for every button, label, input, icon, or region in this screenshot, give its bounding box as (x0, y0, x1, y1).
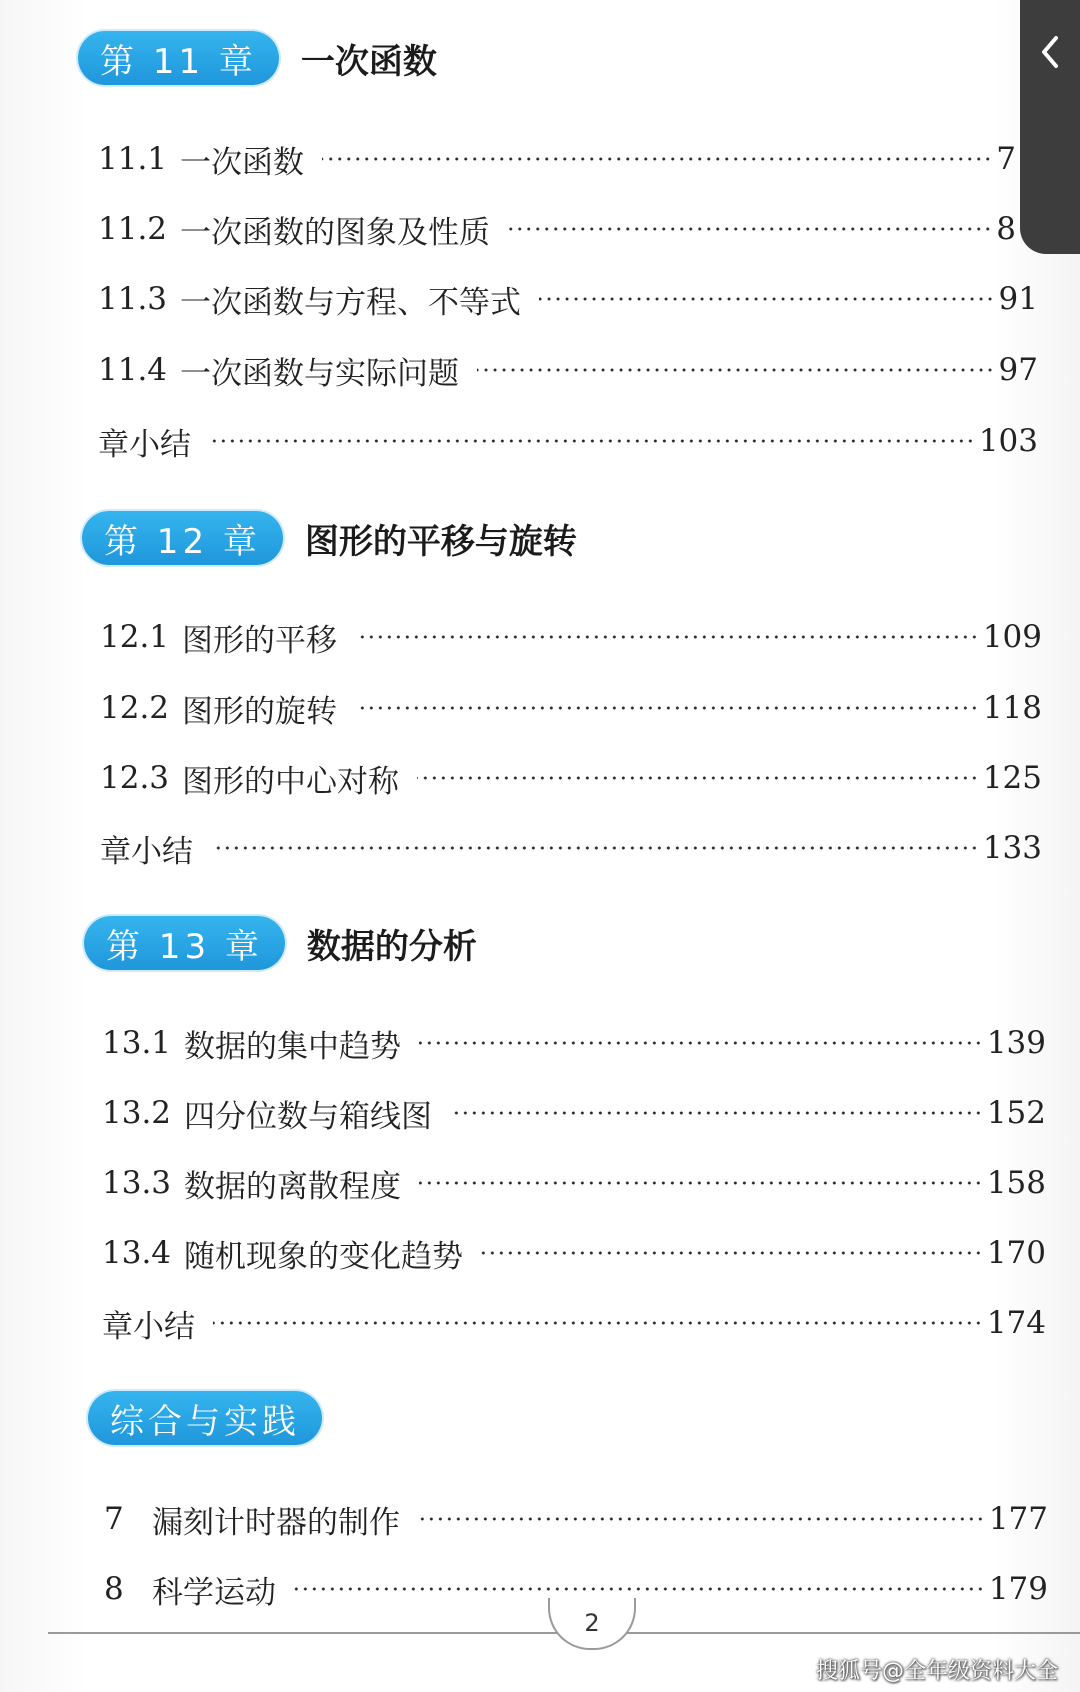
entry-number: 11.1 (98, 141, 168, 177)
entry-page: 139 (986, 1025, 1046, 1061)
chapter-badge: 第 13 章 (84, 916, 285, 970)
entry-number: 13.3 (102, 1165, 172, 1201)
chevron-left-icon (1036, 32, 1064, 72)
dot-leader (418, 1517, 985, 1521)
entry-title: 一次函数 (180, 144, 304, 181)
watermark: 搜狐号@全年级资料大全 (815, 1659, 1058, 1684)
entry-title: 图形的平移 (182, 622, 337, 659)
entry-page: 179 (988, 1571, 1048, 1607)
entry-page: 91 (998, 281, 1038, 317)
entry-title: 随机现象的变化趋势 (184, 1238, 463, 1275)
entry-page: 174 (986, 1305, 1046, 1341)
chapter-title: 图形的平移与旋转 (304, 521, 577, 562)
dot-leader (213, 1321, 983, 1325)
entry-page: 152 (986, 1095, 1046, 1131)
chapter-title: 一次函数 (300, 41, 437, 82)
entry-number: 13.4 (102, 1235, 172, 1271)
dot-leader (417, 776, 979, 780)
entry-number: 12.3 (100, 760, 170, 796)
entry-number: 11.4 (98, 352, 168, 388)
dot-leader (481, 1251, 983, 1255)
entry-number: 11.3 (98, 281, 168, 317)
dot-leader (211, 846, 979, 850)
toc-entry[interactable] (98, 345, 1038, 395)
dot-leader (419, 1041, 983, 1045)
entry-title: 章小结 (98, 426, 191, 463)
dot-leader (450, 1111, 983, 1115)
entry-page: 177 (988, 1501, 1048, 1537)
practice-heading (88, 1388, 322, 1448)
toc-entry[interactable] (102, 1158, 1046, 1208)
entry-number: 13.2 (102, 1095, 172, 1131)
entry-number: 12.2 (100, 690, 170, 726)
dot-leader (355, 706, 979, 710)
dot-leader (209, 439, 975, 443)
chapter-12-heading (82, 508, 577, 568)
entry-title: 章小结 (102, 1308, 195, 1345)
entry-title: 漏刻计时器的制作 (152, 1504, 400, 1541)
toc-entry[interactable] (100, 683, 1042, 733)
entry-number: 7 (104, 1501, 124, 1537)
entry-page: 158 (986, 1165, 1046, 1201)
toc-entry-summary[interactable] (100, 823, 1042, 873)
chapter-badge: 第 11 章 (78, 31, 279, 85)
page-number: 2 (548, 1598, 636, 1650)
entry-page: 125 (982, 760, 1042, 796)
entry-title: 一次函数与方程、不等式 (180, 284, 521, 321)
chapter-badge: 第 12 章 (82, 511, 283, 565)
toc-entry[interactable] (102, 1088, 1046, 1138)
entry-page: 109 (982, 619, 1042, 655)
entry-title: 数据的离散程度 (184, 1168, 401, 1205)
entry-page: 170 (986, 1235, 1046, 1271)
entry-number: 12.1 (100, 619, 170, 655)
dot-leader (355, 635, 979, 639)
entry-page: 97 (998, 352, 1038, 388)
dot-leader (419, 1181, 983, 1185)
chapter-13-heading (84, 913, 477, 973)
toc-entry[interactable] (98, 204, 1016, 254)
entry-number: 8 (104, 1571, 124, 1607)
entry-title: 数据的集中趋势 (184, 1028, 401, 1065)
entry-page: 118 (982, 690, 1042, 726)
entry-title: 一次函数的图象及性质 (180, 214, 490, 251)
toc-entry-summary[interactable] (102, 1298, 1046, 1348)
toc-entry[interactable] (104, 1494, 1048, 1544)
dot-leader (539, 297, 995, 301)
entry-title: 科学运动 (152, 1574, 276, 1611)
entry-page: 8 (996, 211, 1016, 247)
entry-title: 一次函数与实际问题 (180, 355, 459, 392)
toc-entry[interactable] (102, 1228, 1046, 1278)
dot-leader (294, 1587, 985, 1591)
chapter-11-heading (78, 28, 437, 88)
toc-entry[interactable] (102, 1018, 1046, 1068)
toc-entry-summary[interactable] (98, 416, 1038, 466)
entry-number: 11.2 (98, 211, 168, 247)
toc-entry[interactable] (98, 274, 1038, 324)
dot-leader (508, 227, 992, 231)
entry-title: 图形的旋转 (182, 693, 337, 730)
entry-page: 133 (982, 830, 1042, 866)
entry-title: 图形的中心对称 (182, 763, 399, 800)
toc-entry[interactable] (100, 612, 1042, 662)
entry-number: 13.1 (102, 1025, 172, 1061)
toc-entry[interactable] (100, 753, 1042, 803)
entry-page: 103 (978, 423, 1038, 459)
chapter-title: 数据的分析 (306, 926, 477, 967)
dot-leader (477, 368, 995, 372)
back-button[interactable] (1020, 0, 1080, 254)
chapter-badge: 综合与实践 (88, 1391, 322, 1445)
dot-leader (322, 157, 992, 161)
entry-title: 章小结 (100, 833, 193, 870)
entry-page: 7 (996, 141, 1016, 177)
toc-entry[interactable] (98, 134, 1016, 184)
entry-title: 四分位数与箱线图 (184, 1098, 432, 1135)
